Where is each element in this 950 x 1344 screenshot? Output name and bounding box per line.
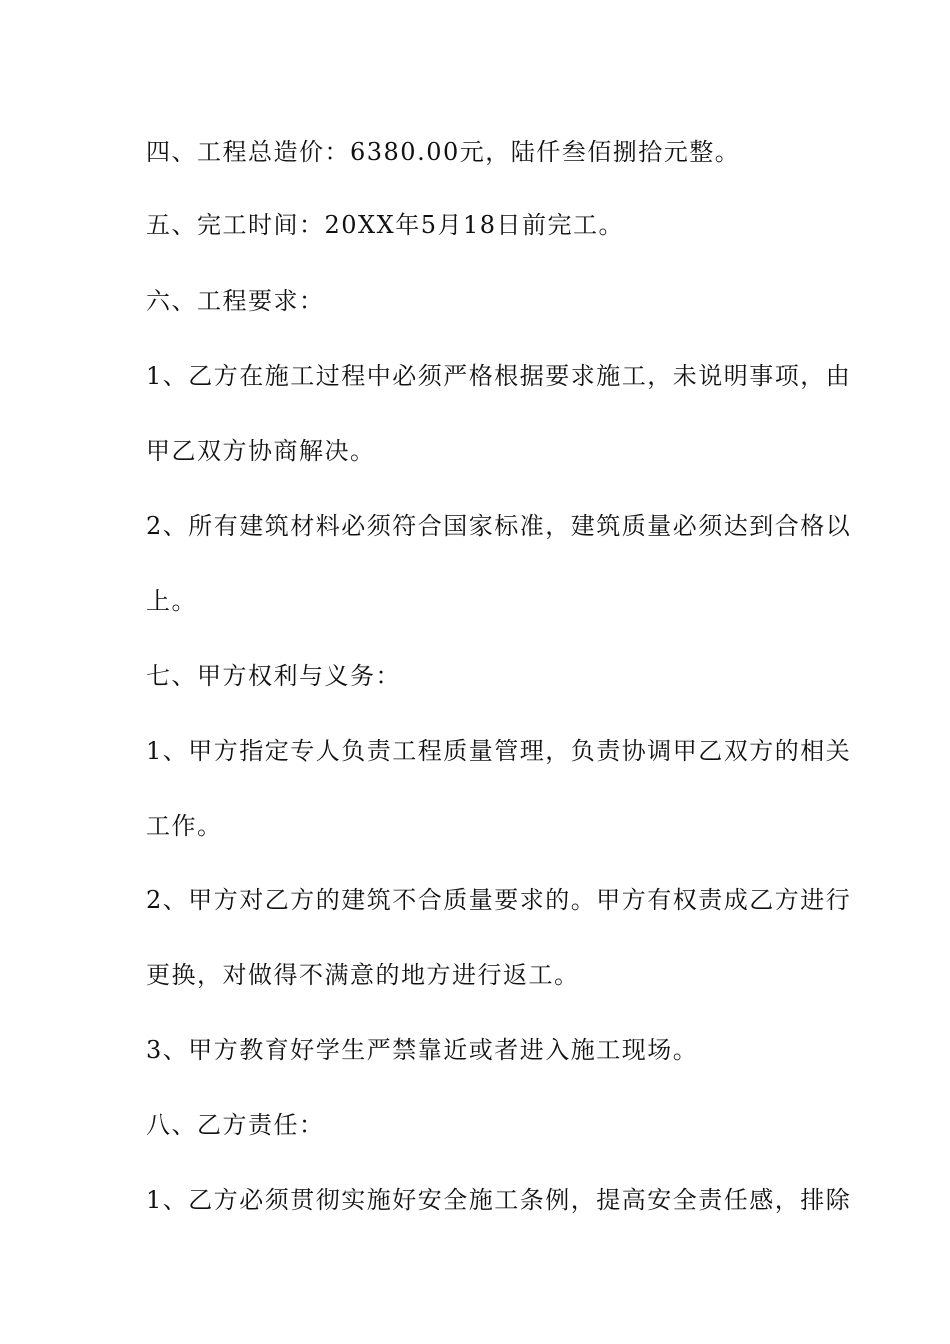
section-6-heading: 六、工程要求： (146, 287, 325, 315)
section-4-total-cost: 四、工程总造价：6380.00元，陆仟叁佰捌拾元整。 (146, 138, 741, 166)
section-8-heading: 八、乙方责任： (146, 1111, 325, 1139)
section-8-item-1-line-1: 1、乙方必须贯彻实施好安全施工条例，提高安全责任感，排除 (146, 1186, 852, 1214)
section-6-item-2-line-2: 上。 (146, 587, 197, 615)
section-7-item-3: 3、甲方教育好学生严禁靠近或者进入施工现场。 (146, 1036, 699, 1064)
section-7-item-1-line-2: 工作。 (146, 812, 223, 840)
section-7-heading: 七、甲方权利与义务： (146, 662, 401, 690)
section-7-item-2-line-1: 2、甲方对乙方的建筑不合质量要求的。甲方有权责成乙方进行 (146, 886, 852, 914)
section-7-item-1-line-1: 1、甲方指定专人负责工程质量管理，负责协调甲乙双方的相关 (146, 737, 852, 765)
section-7-item-2-line-2: 更换，对做得不满意的地方进行返工。 (146, 961, 580, 989)
section-5-completion-time: 五、完工时间：20XX年5月18日前完工。 (146, 211, 625, 239)
section-6-item-1-line-1: 1、乙方在施工过程中必须严格根据要求施工，未说明事项，由 (146, 362, 852, 390)
section-6-item-1-line-2: 甲乙双方协商解决。 (146, 437, 376, 465)
section-6-item-2-line-1: 2、所有建筑材料必须符合国家标准，建筑质量必须达到合格以 (146, 512, 852, 540)
